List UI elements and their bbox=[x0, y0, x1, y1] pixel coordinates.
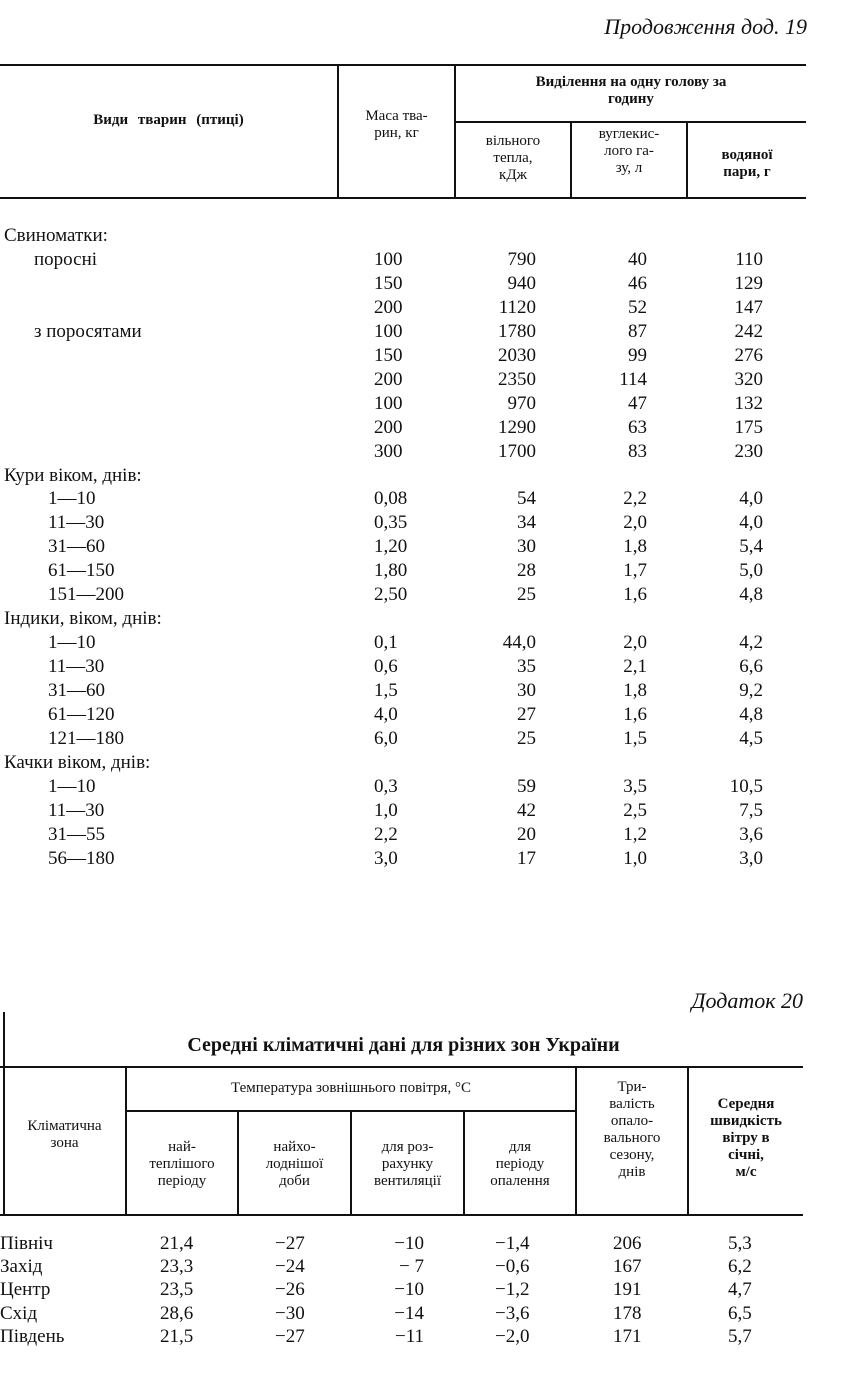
cell-heat: 1120 bbox=[498, 296, 536, 318]
cell-co2: 52 bbox=[628, 296, 647, 318]
cell-mass: 200 bbox=[374, 368, 403, 390]
cell-mass: 6,0 bbox=[374, 727, 398, 749]
cell-vapor: 5,0 bbox=[739, 560, 763, 582]
cell-coldest: −30 bbox=[275, 1302, 305, 1324]
cell-ventilation: −14 bbox=[394, 1302, 424, 1324]
cell-mass: 2,2 bbox=[374, 823, 398, 845]
cell-warmest: 23,3 bbox=[160, 1256, 194, 1278]
cell-vapor: 6,6 bbox=[739, 656, 763, 678]
header-line: вуглекис- bbox=[598, 126, 660, 142]
cell-co2: 1,7 bbox=[623, 560, 647, 582]
cell-co2: 83 bbox=[628, 440, 647, 462]
cell-heat: 42 bbox=[517, 799, 536, 821]
cell-mass: 150 bbox=[374, 344, 403, 366]
header-line: лого га- bbox=[604, 143, 654, 159]
cell-heating: −1,4 bbox=[495, 1233, 530, 1254]
cell-wind: 5,3 bbox=[728, 1233, 752, 1254]
header-line: доби bbox=[279, 1173, 310, 1189]
cell-heating: −2,0 bbox=[495, 1325, 530, 1347]
header-line: днів bbox=[618, 1164, 646, 1180]
cell-heat: 28 bbox=[517, 560, 536, 582]
cell-heat: 34 bbox=[517, 512, 536, 534]
cell-heat: 17 bbox=[517, 847, 536, 869]
cell-vapor: 4,5 bbox=[739, 727, 763, 749]
header-line: періоду bbox=[495, 1156, 545, 1172]
cell-mass: 4,0 bbox=[374, 704, 398, 725]
header-line: періоду bbox=[157, 1173, 207, 1189]
row-label: 31—60 bbox=[48, 680, 105, 702]
cell-vapor: 110 bbox=[735, 248, 763, 270]
row-label: 61—150 bbox=[48, 560, 115, 582]
cell-heat: 59 bbox=[517, 775, 536, 797]
zone-label: Схід bbox=[0, 1302, 38, 1324]
cell-mass: 0,08 bbox=[374, 488, 408, 510]
cell-mass: 150 bbox=[374, 272, 403, 294]
cell-duration: 167 bbox=[613, 1256, 642, 1278]
header-warmest bbox=[127, 1139, 237, 1190]
zone-label: Північ bbox=[0, 1233, 53, 1254]
header-line: рин, кг bbox=[374, 125, 419, 141]
header-line: Середня bbox=[717, 1096, 775, 1112]
cell-mass: 0,1 bbox=[374, 632, 398, 654]
header-line: най- bbox=[168, 1139, 196, 1155]
table2-title: Середні кліматичні дані для різних зон України bbox=[187, 1034, 620, 1056]
header-line: опалення bbox=[490, 1173, 550, 1189]
header-zone bbox=[4, 1118, 125, 1152]
cell-co2: 2,5 bbox=[623, 799, 647, 821]
cell-heat: 2030 bbox=[498, 344, 536, 366]
cell-co2: 40 bbox=[628, 248, 647, 270]
cell-mass: 0,3 bbox=[374, 775, 398, 797]
cell-mass: 100 bbox=[374, 392, 403, 414]
cell-vapor: 230 bbox=[734, 440, 763, 462]
cell-heat: 35 bbox=[517, 656, 536, 678]
cell-mass: 0,6 bbox=[374, 656, 398, 678]
header-line: годину bbox=[608, 91, 654, 107]
table2-header-bottom-rule bbox=[0, 1214, 803, 1216]
header-line: для роз- bbox=[381, 1139, 434, 1155]
header-ventilation bbox=[352, 1139, 463, 1190]
cell-vapor: 7,5 bbox=[739, 799, 763, 821]
zone-label: Південь bbox=[0, 1325, 65, 1347]
row-label: 31—55 bbox=[48, 823, 105, 845]
cell-duration: 171 bbox=[613, 1325, 642, 1347]
cell-co2: 1,8 bbox=[623, 680, 647, 702]
row-label: Кури віком, днів: bbox=[4, 464, 142, 486]
cell-mass: 0,35 bbox=[374, 512, 408, 534]
cell-heat: 30 bbox=[517, 536, 536, 558]
cell-heat: 20 bbox=[517, 823, 536, 845]
header-wind bbox=[689, 1096, 803, 1181]
cell-vapor: 10,5 bbox=[729, 775, 763, 797]
cell-heat: 25 bbox=[517, 727, 536, 749]
cell-coldest: −27 bbox=[275, 1325, 305, 1347]
header-line: Три- bbox=[617, 1079, 647, 1095]
cell-co2: 63 bbox=[628, 416, 647, 438]
row-label: 1—10 bbox=[48, 775, 96, 797]
cell-heat: 30 bbox=[517, 680, 536, 702]
header-line: зона bbox=[50, 1135, 79, 1151]
cell-co2: 2,1 bbox=[623, 656, 647, 678]
row-label: поросні bbox=[34, 248, 98, 270]
table2-top-rule bbox=[0, 1066, 803, 1068]
cell-vapor: 320 bbox=[734, 368, 763, 390]
header-emission-group bbox=[456, 74, 806, 108]
header-line: січні, bbox=[728, 1147, 764, 1163]
row-label: Свиноматки: bbox=[4, 225, 108, 246]
cell-co2: 1,2 bbox=[623, 823, 647, 845]
cell-heating: −1,2 bbox=[495, 1279, 530, 1301]
cell-mass: 1,80 bbox=[374, 560, 408, 582]
cell-ventilation: −11 bbox=[394, 1325, 424, 1347]
header-line: опало- bbox=[610, 1113, 654, 1129]
row-label: 1—10 bbox=[48, 632, 96, 654]
cell-co2: 2,0 bbox=[623, 632, 647, 654]
cell-warmest: 21,5 bbox=[160, 1325, 194, 1347]
cell-co2: 1,8 bbox=[623, 536, 647, 558]
cell-mass: 200 bbox=[374, 296, 403, 318]
cell-vapor: 276 bbox=[734, 344, 763, 366]
cell-vapor: 242 bbox=[734, 320, 763, 342]
cell-mass: 100 bbox=[374, 248, 403, 270]
zone-label: Центр bbox=[0, 1279, 51, 1301]
header-line: пари, г bbox=[723, 164, 771, 180]
header-line: вального bbox=[603, 1130, 661, 1146]
cell-heat: 1290 bbox=[498, 416, 536, 438]
cell-heat: 940 bbox=[507, 272, 536, 294]
cell-vapor: 129 bbox=[734, 272, 763, 294]
row-label: 11—30 bbox=[48, 799, 105, 821]
header-line: сезону, bbox=[609, 1147, 655, 1163]
cell-vapor: 4,0 bbox=[739, 512, 763, 534]
cell-co2: 3,5 bbox=[623, 775, 647, 797]
cell-vapor: 4,2 bbox=[739, 632, 763, 654]
row-label: 1—10 bbox=[48, 488, 96, 510]
header-species: Види тварин (птиці) bbox=[93, 112, 244, 128]
cell-duration: 191 bbox=[613, 1279, 642, 1301]
cell-mass: 3,0 bbox=[374, 847, 398, 869]
cell-coldest: −27 bbox=[275, 1233, 305, 1254]
header-line: водяної bbox=[721, 147, 773, 163]
cell-co2: 2,0 bbox=[623, 512, 647, 534]
continuation-header: Продовження дод. 19 bbox=[604, 14, 807, 39]
cell-wind: 6,5 bbox=[728, 1302, 752, 1324]
cell-vapor: 3,6 bbox=[739, 823, 763, 845]
cell-wind: 5,7 bbox=[728, 1325, 752, 1347]
header-line: кДж bbox=[499, 167, 527, 183]
header-line: Маса тва- bbox=[365, 108, 428, 124]
cell-warmest: 21,4 bbox=[160, 1233, 194, 1254]
row-label: 31—60 bbox=[48, 536, 105, 558]
cell-vapor: 175 bbox=[734, 416, 763, 438]
row-label: 56—180 bbox=[48, 847, 115, 869]
cell-heat: 27 bbox=[517, 704, 536, 725]
cell-coldest: −26 bbox=[275, 1279, 305, 1301]
header-heat bbox=[456, 133, 570, 184]
cell-duration: 178 bbox=[613, 1302, 642, 1324]
header-line: Кліматична bbox=[27, 1118, 102, 1134]
cell-warmest: 23,5 bbox=[160, 1279, 194, 1301]
zone-label: Захід bbox=[0, 1256, 43, 1278]
cell-heat: 970 bbox=[507, 392, 536, 414]
cell-co2: 87 bbox=[628, 320, 647, 342]
cell-ventilation: −10 bbox=[394, 1233, 424, 1254]
cell-co2: 1,0 bbox=[623, 847, 647, 869]
cell-heat: 1700 bbox=[498, 440, 536, 462]
cell-mass: 300 bbox=[374, 440, 403, 462]
header-co2 bbox=[572, 126, 686, 177]
cell-heating: −0,6 bbox=[495, 1256, 530, 1278]
cell-mass: 1,0 bbox=[374, 799, 398, 821]
cell-duration: 206 bbox=[613, 1233, 642, 1254]
cell-vapor: 4,8 bbox=[739, 704, 763, 725]
header-line: найхо- bbox=[273, 1139, 316, 1155]
cell-heat: 54 bbox=[517, 488, 536, 510]
cell-coldest: −24 bbox=[275, 1256, 305, 1278]
header-line: швидкість bbox=[710, 1113, 782, 1129]
header-heating bbox=[465, 1139, 575, 1190]
row-label: 11—30 bbox=[48, 512, 105, 534]
cell-heat: 1780 bbox=[498, 320, 536, 342]
header-line: рахунку bbox=[381, 1156, 434, 1172]
header-line: тепла, bbox=[493, 150, 533, 166]
header-line: лоднішої bbox=[265, 1156, 324, 1172]
cell-ventilation: −10 bbox=[394, 1279, 424, 1301]
cell-warmest: 28,6 bbox=[160, 1302, 194, 1324]
cell-vapor: 5,4 bbox=[739, 536, 763, 558]
cell-ventilation: − 7 bbox=[399, 1256, 424, 1278]
cell-vapor: 132 bbox=[734, 392, 763, 414]
appendix-header: Додаток 20 bbox=[691, 988, 803, 1013]
header-line: зу, л bbox=[615, 160, 643, 176]
header-line: теплішого bbox=[149, 1156, 215, 1172]
header-line: м/с bbox=[735, 1164, 757, 1180]
table1-top-rule bbox=[0, 64, 806, 66]
cell-vapor: 4,0 bbox=[739, 488, 763, 510]
header-line: вітру в bbox=[722, 1130, 770, 1146]
header-line: для bbox=[508, 1139, 532, 1155]
cell-co2: 1,6 bbox=[623, 704, 647, 725]
cell-co2: 99 bbox=[628, 344, 647, 366]
header-line: вільного bbox=[485, 133, 541, 149]
cell-co2: 46 bbox=[628, 272, 647, 294]
cell-vapor: 147 bbox=[734, 296, 763, 318]
cell-mass: 200 bbox=[374, 416, 403, 438]
row-label: 11—30 bbox=[48, 656, 105, 678]
header-line: Виділення на одну голову за bbox=[535, 74, 727, 90]
row-label: Качки віком, днів: bbox=[4, 751, 151, 773]
cell-heating: −3,6 bbox=[495, 1302, 530, 1324]
row-label: Індики, віком, днів: bbox=[4, 608, 162, 630]
table2-left-border bbox=[3, 1012, 5, 1216]
cell-wind: 6,2 bbox=[728, 1256, 752, 1278]
row-label: 151—200 bbox=[48, 584, 124, 606]
cell-co2: 114 bbox=[619, 368, 647, 390]
cell-vapor: 3,0 bbox=[739, 847, 763, 869]
cell-co2: 1,6 bbox=[623, 584, 647, 606]
header-vapor bbox=[688, 147, 806, 181]
header-duration bbox=[577, 1079, 687, 1181]
header-line: валість bbox=[609, 1096, 655, 1112]
cell-heat: 2350 bbox=[498, 368, 536, 390]
row-label: з поросятами bbox=[34, 320, 142, 342]
table1-subheader-rule bbox=[455, 121, 806, 123]
cell-mass: 100 bbox=[374, 320, 403, 342]
cell-co2: 47 bbox=[628, 392, 647, 414]
cell-heat: 790 bbox=[507, 248, 536, 270]
cell-mass: 1,20 bbox=[374, 536, 408, 558]
cell-mass: 1,5 bbox=[374, 680, 398, 702]
row-label: 121—180 bbox=[48, 727, 124, 749]
header-temp-group: Температура зовнішнього повітря, °С bbox=[231, 1080, 471, 1096]
cell-heat: 44,0 bbox=[502, 632, 536, 654]
cell-vapor: 9,2 bbox=[739, 680, 763, 702]
row-label: 61—120 bbox=[48, 704, 115, 725]
cell-wind: 4,7 bbox=[728, 1279, 752, 1301]
cell-mass: 2,50 bbox=[374, 584, 408, 606]
cell-co2: 1,5 bbox=[623, 727, 647, 749]
cell-vapor: 4,8 bbox=[739, 584, 763, 606]
cell-co2: 2,2 bbox=[623, 488, 647, 510]
header-coldest bbox=[239, 1139, 350, 1190]
header-mass bbox=[339, 108, 454, 142]
header-line: вентиляції bbox=[373, 1173, 441, 1189]
cell-heat: 25 bbox=[517, 584, 536, 606]
